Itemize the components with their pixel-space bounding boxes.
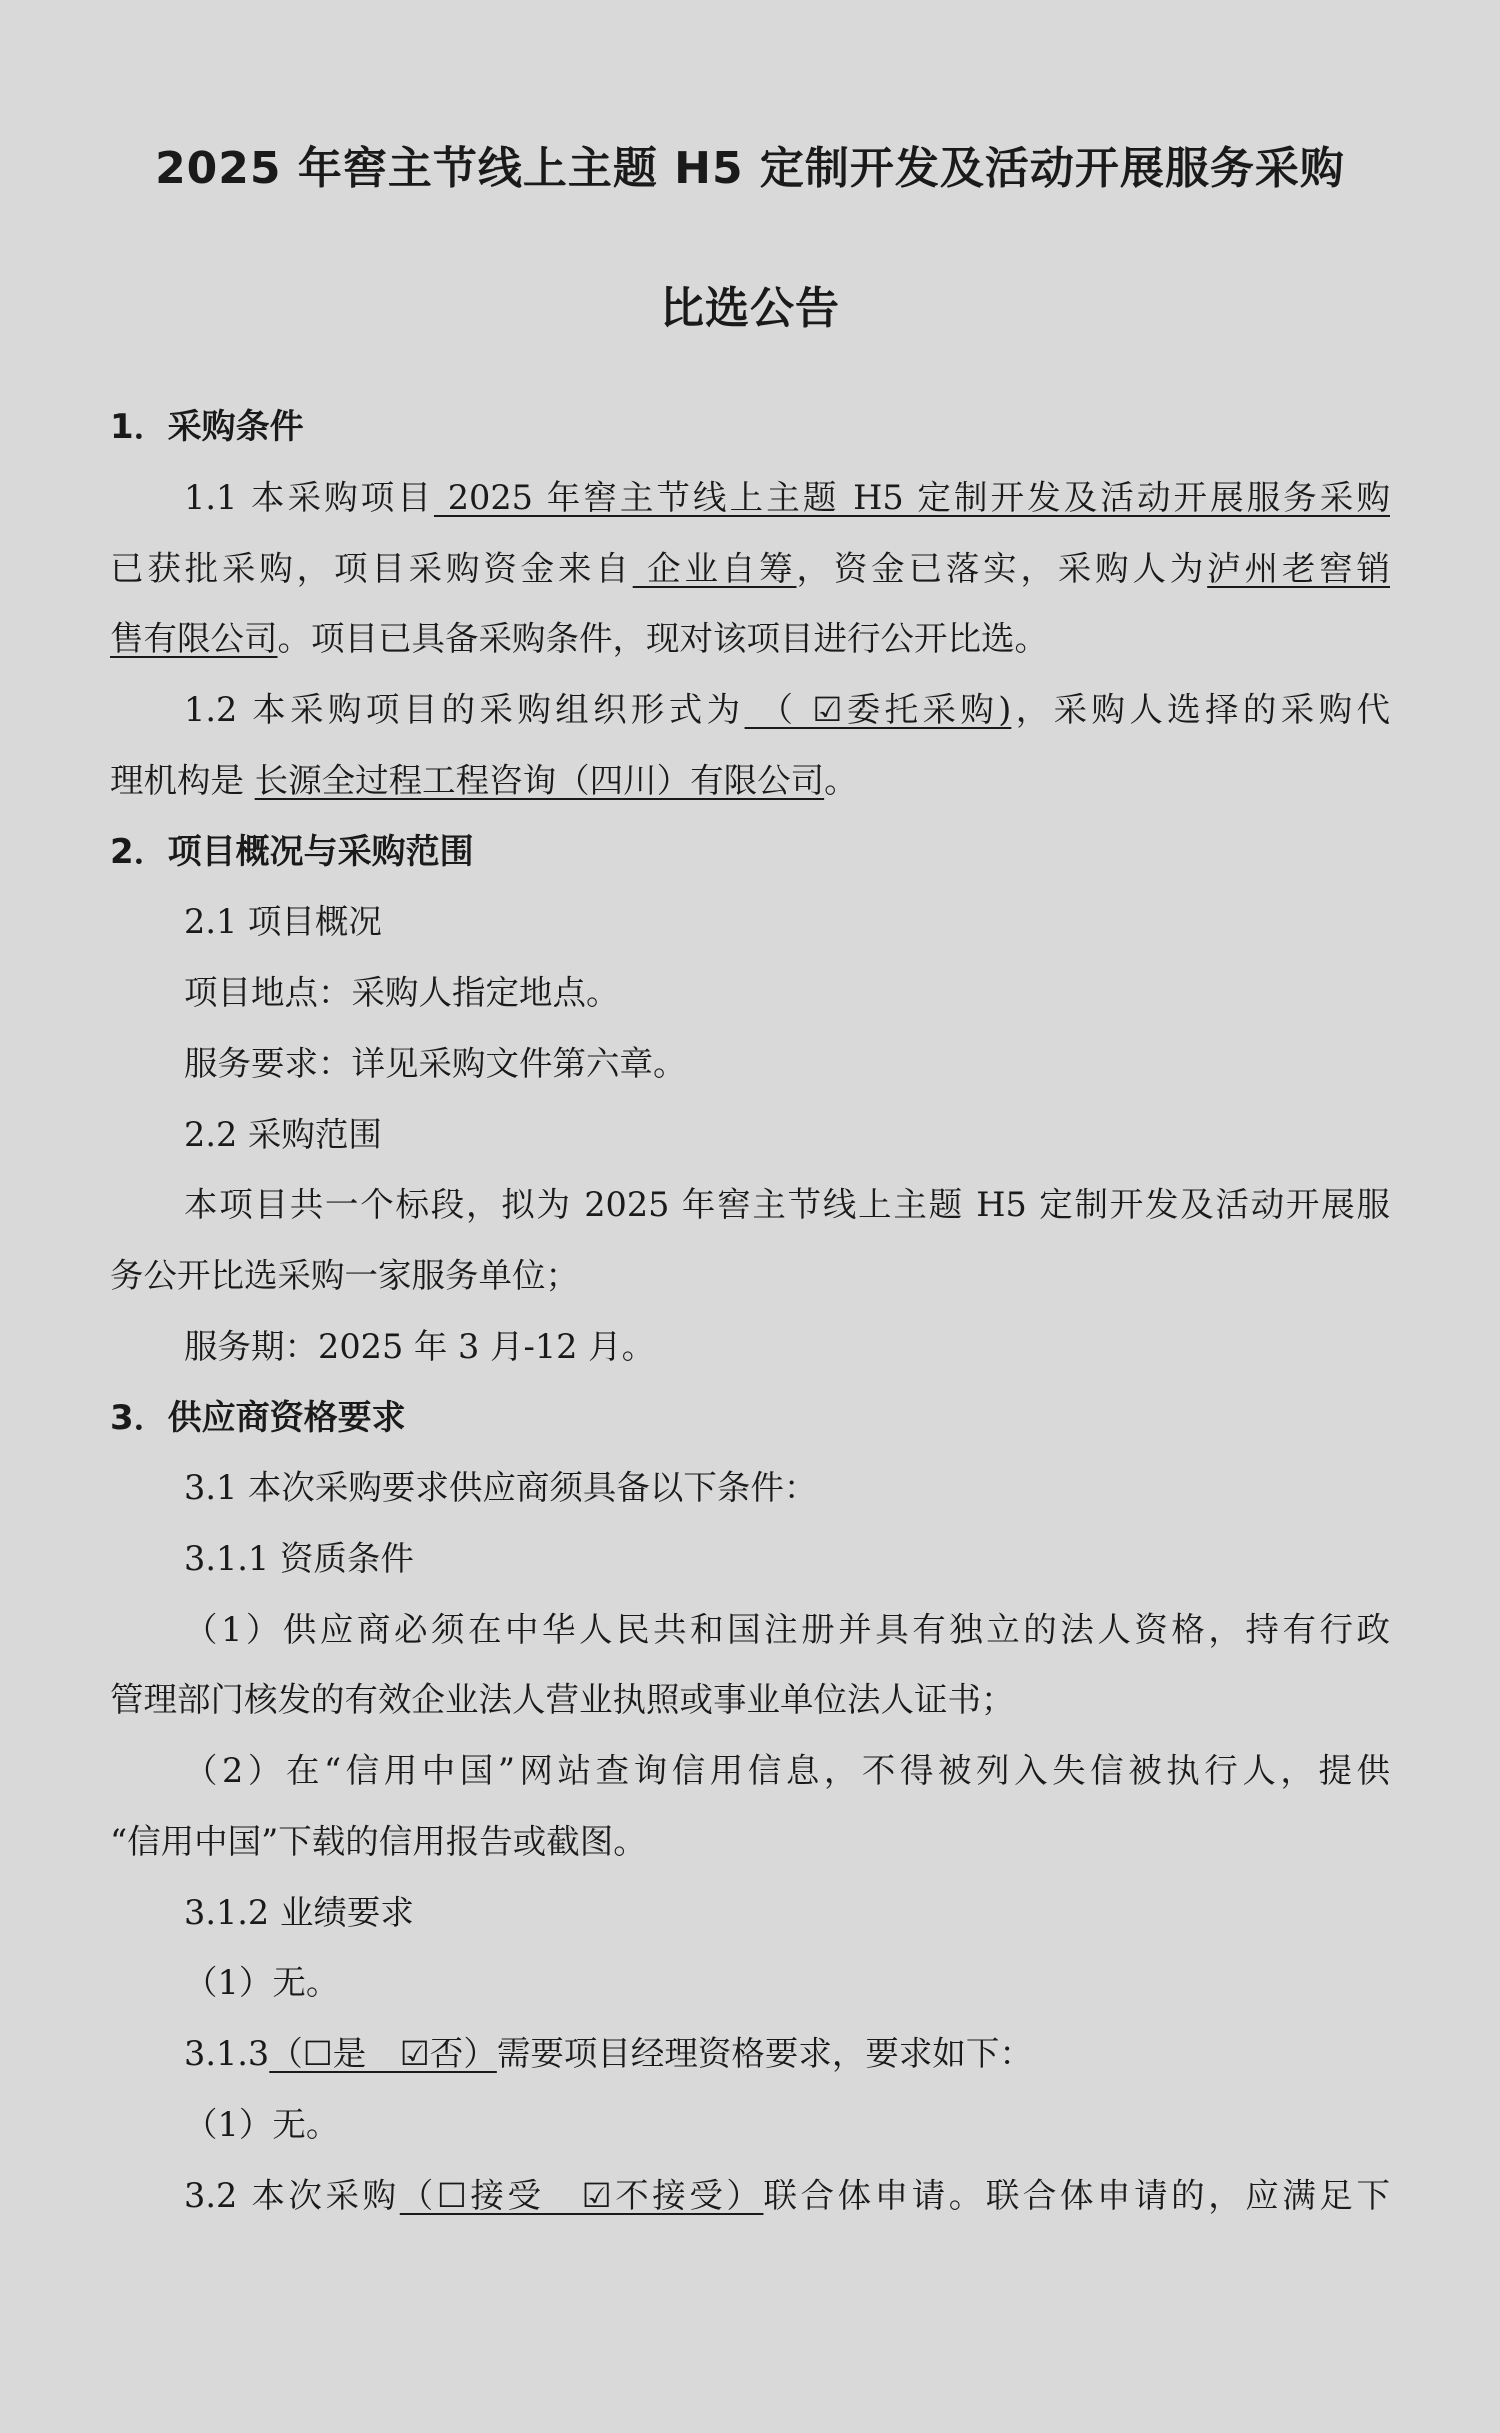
text-run: 2.1 项目概况 xyxy=(184,902,382,941)
paragraph-line xyxy=(110,1678,1390,1722)
text-run: 3．供应商资格要求 xyxy=(110,1398,406,1438)
text-run: “信用中国”下载的信用报告或截图。 xyxy=(110,1822,647,1861)
paragraph-line xyxy=(110,759,1390,803)
text-run: （1）无。 xyxy=(184,1963,340,2002)
section-heading xyxy=(110,405,1390,449)
underlined-fill-in: 售有限公司 xyxy=(110,619,278,658)
subsection-heading xyxy=(184,900,1390,944)
text-run: 3.1.2 业绩要求 xyxy=(184,1893,414,1932)
text-run: 。 xyxy=(824,761,858,800)
paragraph-line xyxy=(184,1325,1390,1369)
text-run: 本项目共一个标段，拟为 2025 年窖主节线上主题 H5 定制开发及活动开展服 xyxy=(184,1185,1390,1224)
paragraph-line xyxy=(184,688,1390,732)
subsection-heading xyxy=(184,1891,1390,1935)
paragraph-line xyxy=(110,547,1390,591)
paragraph-line xyxy=(110,1254,1390,1298)
text-run: 1.2 本采购项目的采购组织形式为 xyxy=(184,690,745,729)
text-run: 项目地点：采购人指定地点。 xyxy=(184,973,620,1012)
section-heading xyxy=(110,830,1390,874)
text-run: ，资金已落实，采购人为 xyxy=(796,549,1208,588)
text-run: 服务期：2025 年 3 月-12 月。 xyxy=(184,1327,656,1366)
text-run: 理机构是 xyxy=(110,761,255,800)
text-run: 3.1.3 xyxy=(184,2034,270,2073)
text-run: 3.2 本次采购 xyxy=(184,2176,400,2215)
paragraph-line xyxy=(110,617,1390,661)
paragraph-line xyxy=(184,2103,1390,2147)
underlined-fill-in: 2025 年窖主节线上主题 H5 定制开发及活动开展服务采购 xyxy=(433,478,1390,517)
text-run: 3.1 本次采购要求供应商须具备以下条件： xyxy=(184,1468,818,1507)
document-title-line2: 比选公告 xyxy=(660,283,840,334)
paragraph-line xyxy=(184,1466,1390,1510)
underlined-fill-in: 泸州老窖销 xyxy=(1207,549,1391,588)
paragraph-line xyxy=(184,1749,1390,1793)
underlined-fill-in: （ ☑委托采购) xyxy=(744,690,1012,729)
paragraph-line xyxy=(184,476,1390,520)
text-run: （1）供应商必须在中华人民共和国注册并具有独立的法人资格，持有行政 xyxy=(184,1610,1390,1649)
text-run: 需要项目经理资格要求，要求如下： xyxy=(496,2034,1033,2073)
paragraph-line xyxy=(184,1183,1390,1227)
text-run: 1．采购条件 xyxy=(110,407,304,447)
text-run: 联合体申请。联合体申请的，应满足下 xyxy=(763,2176,1390,2215)
paragraph-line xyxy=(184,2032,1390,2076)
text-run: （2）在“信用中国”网站查询信用信息，不得被列入失信被执行人，提供 xyxy=(184,1751,1390,1790)
paragraph-line xyxy=(184,2174,1390,2218)
text-run: 2．项目概况与采购范围 xyxy=(110,832,474,872)
text-run: 务公开比选采购一家服务单位； xyxy=(110,1256,579,1295)
document-title-line1: 2025 年窖主节线上主题 H5 定制开发及活动开展服务采购 xyxy=(155,143,1345,194)
section-heading xyxy=(110,1396,1390,1440)
underlined-fill-in: （☐是 ☑否） xyxy=(269,2034,497,2073)
underlined-fill-in: （☐接受 ☑不接受） xyxy=(399,2176,764,2215)
paragraph-line xyxy=(184,1042,1390,1086)
paragraph-line xyxy=(184,971,1390,1015)
text-run: 服务要求：详见采购文件第六章。 xyxy=(184,1044,687,1083)
subsection-heading xyxy=(184,1113,1390,1157)
text-run: 管理部门核发的有效企业法人营业执照或事业单位法人证书； xyxy=(110,1680,1015,1719)
text-run: 3.1.1 资质条件 xyxy=(184,1539,414,1578)
text-run: （1）无。 xyxy=(184,2105,340,2144)
text-run: 。项目已具备采购条件，现对该项目进行公开比选。 xyxy=(277,619,1048,658)
underlined-fill-in: 企业自筹 xyxy=(632,549,797,588)
underlined-fill-in: 长源全过程工程咨询（四川）有限公司 xyxy=(254,761,825,800)
paragraph-line xyxy=(184,1961,1390,2005)
paragraph-line xyxy=(110,1820,1390,1864)
subsection-heading xyxy=(184,1537,1390,1581)
paragraph-line xyxy=(184,1608,1390,1652)
text-run: 1.1 本采购项目 xyxy=(184,478,434,517)
text-run: ，采购人选择的采购代 xyxy=(1011,690,1391,729)
text-run: 已获批采购，项目采购资金来自 xyxy=(110,549,633,588)
text-run: 2.2 采购范围 xyxy=(184,1115,382,1154)
